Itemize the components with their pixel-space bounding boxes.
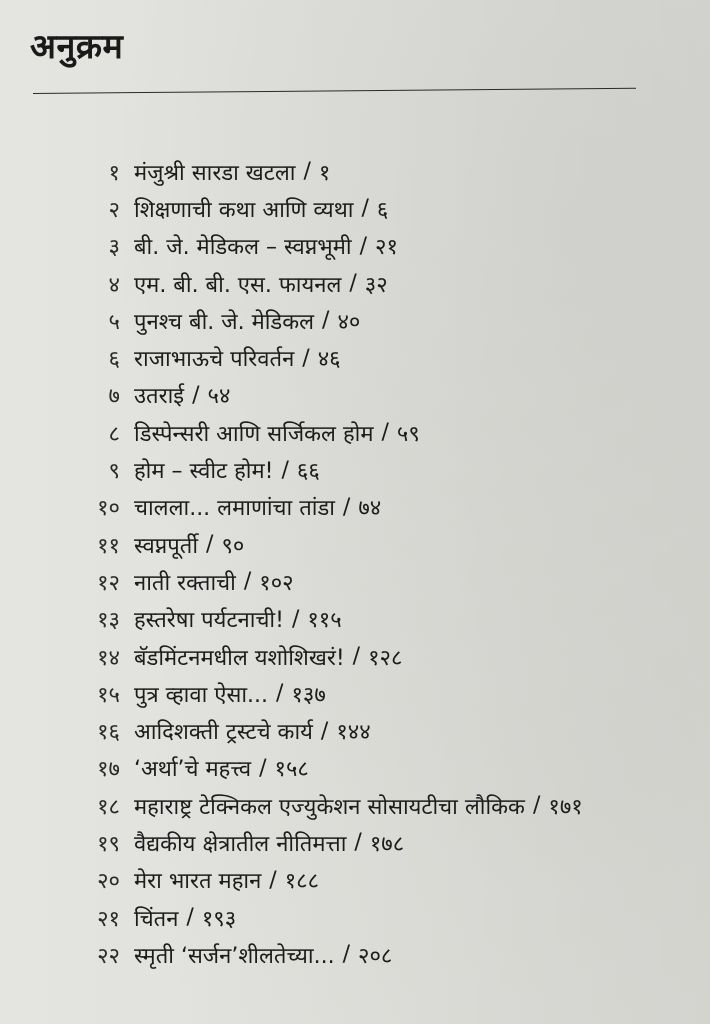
entry-title: बी. जे. मेडिकल – स्वप्नभूमी xyxy=(134,235,352,261)
entry-number: २ xyxy=(108,197,120,223)
entry-page-number: १०२ xyxy=(259,570,294,596)
entry-separator: / xyxy=(361,196,369,222)
entry-number: ७ xyxy=(108,384,120,410)
entry-page-number: ६ xyxy=(376,197,389,223)
toc-entry xyxy=(60,601,700,638)
table-of-contents xyxy=(60,153,700,974)
toc-entry xyxy=(60,712,700,749)
entry-title: एम. बी. बी. एस. फायनल xyxy=(134,272,342,298)
entry-title: ‘अर्था’चे महत्त्व xyxy=(134,757,252,783)
entry-number: २१ xyxy=(97,906,120,932)
entry-title: स्वप्नपूर्ती xyxy=(134,533,199,559)
entry-separator: / xyxy=(192,382,200,408)
entry-number: १६ xyxy=(97,720,120,746)
entry-page-number: १३७ xyxy=(291,682,326,708)
entry-separator: / xyxy=(381,420,389,446)
entry-title: महाराष्ट्र टेक्निकल एज्युकेशन सोसायटीचा लौकिक xyxy=(134,794,525,820)
entry-page-number: १५८ xyxy=(274,757,309,783)
entry-page-number: १४४ xyxy=(336,720,371,746)
entry-page-number: १९३ xyxy=(201,906,237,932)
toc-entry xyxy=(60,675,700,712)
entry-page-number: ५४ xyxy=(207,384,231,410)
entry-title: नाती रक्ताची xyxy=(134,570,236,596)
entry-title: होम – स्वीट होम! xyxy=(134,459,274,485)
entry-title: पुनश्च बी. जे. मेडिकल xyxy=(134,309,315,335)
toc-entry xyxy=(60,638,700,675)
entry-title: पुत्र व्हावा ऐसा... xyxy=(134,682,269,708)
entry-number: ३ xyxy=(108,235,120,261)
entry-number: १९ xyxy=(97,831,120,857)
toc-entry xyxy=(60,265,700,302)
entry-title: डिस्पेन्सरी आणि सर्जिकल होम xyxy=(134,421,374,447)
toc-entry xyxy=(60,787,700,824)
entry-title: राजाभाऊचे परिवर्तन xyxy=(134,347,295,373)
entry-number: ५ xyxy=(108,309,120,335)
entry-separator: / xyxy=(206,532,214,558)
entry-separator: / xyxy=(342,494,351,520)
entry-page-number: ३२ xyxy=(364,272,388,298)
toc-entry xyxy=(60,563,700,600)
entry-title: मेरा भारत महान xyxy=(134,869,262,895)
toc-entry xyxy=(60,153,700,190)
entry-page-number: १७१ xyxy=(548,794,583,820)
toc-entry xyxy=(60,750,700,787)
entry-separator: / xyxy=(276,681,284,707)
toc-entry xyxy=(60,302,700,339)
toc-entry xyxy=(60,451,700,488)
entry-separator: / xyxy=(349,271,357,297)
entry-page-number: ७४ xyxy=(358,496,382,522)
entry-separator: / xyxy=(342,942,351,968)
page-heading: अनुक्रम xyxy=(30,27,124,67)
entry-page-number: १८८ xyxy=(284,869,320,895)
entry-separator: / xyxy=(359,233,368,259)
entry-title: शिक्षणाची कथा आणि व्यथा xyxy=(134,197,354,223)
entry-separator: / xyxy=(322,308,330,334)
entry-number: १ xyxy=(108,160,120,186)
entry-title: हस्तरेषा पर्यटनाची! xyxy=(134,608,284,634)
entry-number: ११ xyxy=(97,533,120,559)
entry-number: १३ xyxy=(97,608,120,634)
entry-number: ४ xyxy=(108,272,120,298)
entry-title: वैद्यकीय क्षेत्रातील नीतिमत्ता xyxy=(134,831,347,857)
entry-number: २२ xyxy=(97,943,120,969)
entry-page-number: ४६ xyxy=(317,347,341,373)
entry-page-number: १ xyxy=(318,160,331,186)
entry-number: १७ xyxy=(97,757,120,783)
heading-divider xyxy=(33,88,636,94)
entry-page-number: २०८ xyxy=(358,943,393,969)
toc-entry xyxy=(60,862,700,899)
entry-number: १५ xyxy=(97,682,120,708)
entry-number: १४ xyxy=(97,645,120,671)
toc-entry xyxy=(60,899,700,936)
entry-page-number: १२८ xyxy=(368,645,403,671)
entry-separator: / xyxy=(354,830,362,856)
entry-title: उतराई xyxy=(134,384,185,410)
entry-separator: / xyxy=(303,159,311,185)
entry-title: मंजुश्री सारडा खटला xyxy=(134,160,296,186)
entry-page-number: ११५ xyxy=(307,608,342,634)
toc-entry xyxy=(60,824,700,861)
entry-separator: / xyxy=(291,606,300,632)
toc-entry xyxy=(60,936,700,973)
entry-page-number: ५९ xyxy=(396,421,420,447)
entry-number: ८ xyxy=(108,421,120,447)
entry-separator: / xyxy=(186,905,194,931)
entry-number: २० xyxy=(97,869,120,895)
entry-separator: / xyxy=(243,569,252,595)
entry-title: बॅडमिंटनमधील यशोशिखरं! xyxy=(134,645,345,671)
entry-number: १० xyxy=(97,496,120,522)
entry-page-number: १७८ xyxy=(369,831,405,857)
entry-number: १८ xyxy=(97,794,120,820)
toc-entry xyxy=(60,414,700,451)
entry-separator: / xyxy=(259,755,267,781)
toc-entry xyxy=(60,190,700,227)
entry-page-number: ६६ xyxy=(296,459,320,485)
entry-page-number: ४० xyxy=(337,309,361,335)
entry-number: ६ xyxy=(108,347,120,373)
entry-separator: / xyxy=(320,718,329,744)
entry-page-number: ९० xyxy=(221,533,245,559)
toc-entry xyxy=(60,339,700,376)
toc-entry xyxy=(60,228,700,265)
entry-page-number: २१ xyxy=(375,235,398,261)
entry-separator: / xyxy=(302,345,310,371)
entry-title: चिंतन xyxy=(134,906,179,932)
entry-separator: / xyxy=(532,793,541,819)
toc-entry xyxy=(60,377,700,414)
toc-entry xyxy=(60,489,700,526)
entry-number: १२ xyxy=(97,570,120,596)
entry-separator: / xyxy=(269,867,277,893)
entry-title: स्मृती ‘सर्जन’शीलतेच्या... xyxy=(134,943,335,969)
toc-entry xyxy=(60,526,700,563)
entry-separator: / xyxy=(352,644,361,669)
entry-title: आदिशक्ती ट्रस्टचे कार्य xyxy=(134,720,313,746)
entry-number: ९ xyxy=(108,459,120,485)
entry-separator: / xyxy=(281,457,289,483)
entry-title: चालला... लमाणांचा तांडा xyxy=(134,496,335,522)
